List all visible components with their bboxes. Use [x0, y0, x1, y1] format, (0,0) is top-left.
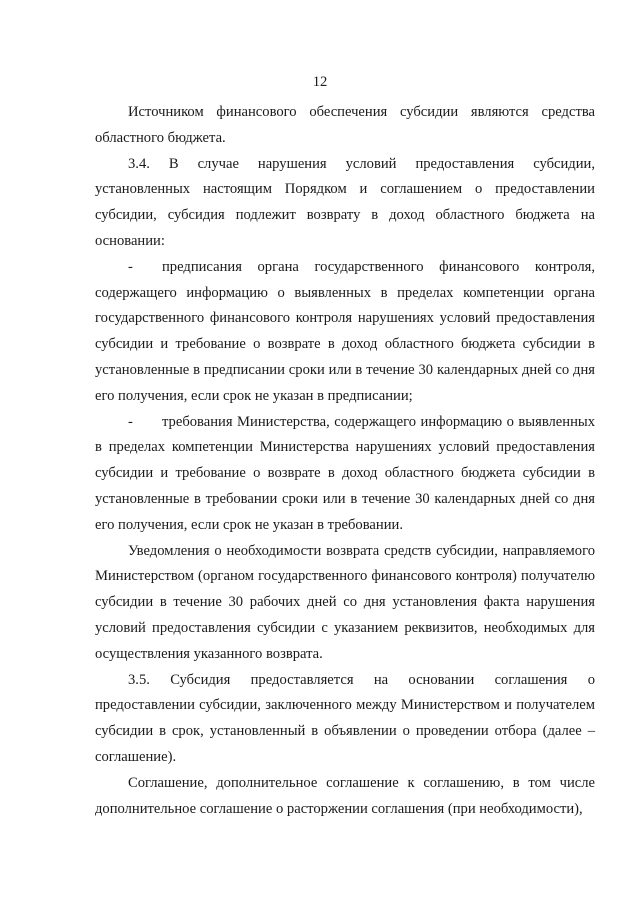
list-dash: - — [128, 258, 133, 275]
paragraph-notification: Уведомления о необходимости возврата средств субсидии, направляемого Министерством (органом государственного финансового контроля) получателю субсидии в течение 30 рабочих дней со дня установления факта нарушения условий предоставления субсидии с указанием реквизитов, необходимых для осуществления указанного возврата. — [95, 542, 595, 662]
document-body — [95, 100, 595, 822]
paragraph-funding-source: Источником финансового обеспечения субсидии являются средства областного бюджета. — [95, 104, 595, 146]
page-number: 12 — [312, 74, 328, 90]
paragraph-3-4: 3.4. В случае нарушения условий предоставления субсидии, установленных настоящим Порядком и соглашением о предоставлении субсидии, субсидия подлежит возврату в доход областного бюджета на основании: — [95, 155, 595, 249]
list-item-text: предписания органа государственного финансового контроля, содержащего информацию о выявленных в пределах компетенции органа государственного финансового контроля нарушениях условий предоставления субсидии и требование о возврате в доход областного бюджета субсидии в установленные в предписании сроки или в течение 30 календарных дней со дня его получения, если срок не указан в предписании; — [95, 258, 595, 404]
list-item-requirement — [95, 410, 595, 539]
list-item-text: требования Министерства, содержащего информацию о выявленных в пределах компетенции Министерства нарушениях условий предоставления субсидии и требование о возврате в доход областного бюджета субсидии в установленные в требовании сроки или в течение 30 календарных дней со дня его получения, если срок не указан в требовании. — [95, 413, 595, 533]
list-item-prescription — [95, 255, 595, 410]
paragraph-agreement: Соглашение, дополнительное соглашение к соглашению, в том числе дополнительное соглашение о расторжении соглашения (при необходимости), — [95, 774, 595, 817]
list-dash: - — [128, 413, 133, 430]
paragraph-3-5: 3.5. Субсидия предоставляется на основании соглашения о предоставлении субсидии, заключенного между Министерством и получателем субсидии в срок, установленный в объявлении о проведении отбора (далее – соглашение). — [95, 671, 595, 765]
